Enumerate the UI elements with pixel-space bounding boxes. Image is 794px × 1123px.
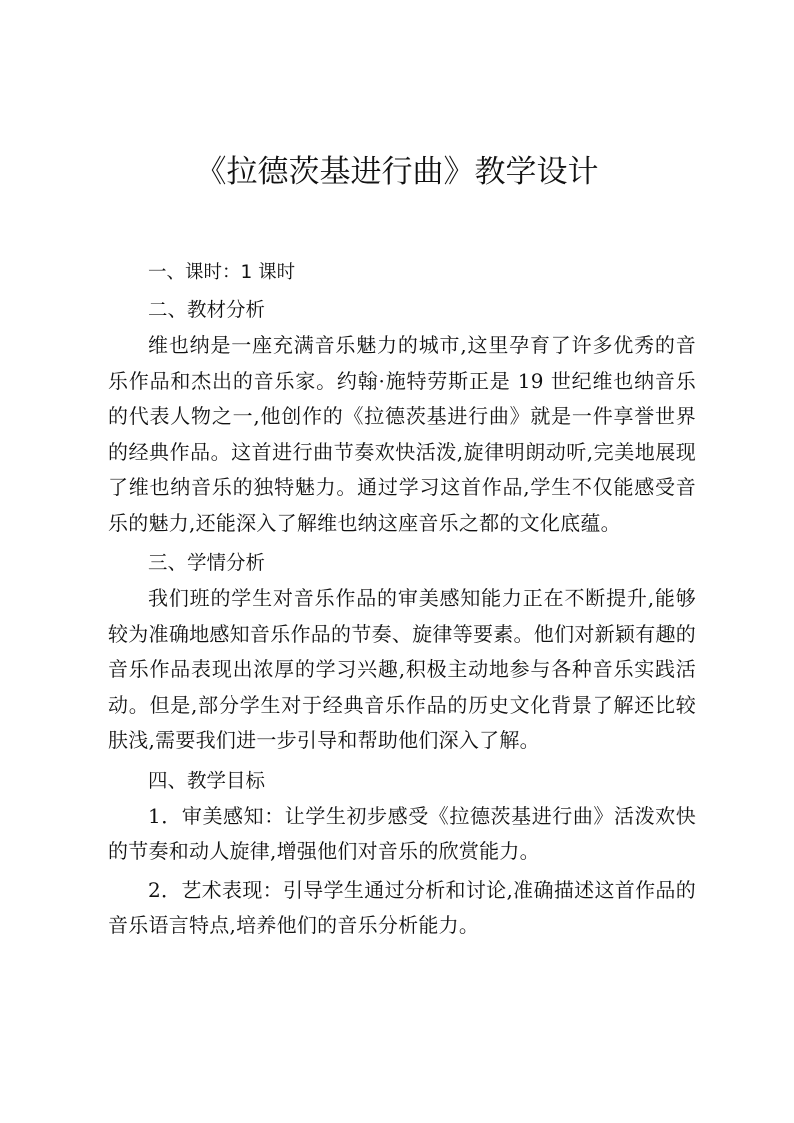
objective-item-aesthetic: 1．审美感知：让学生初步感受《拉德茨基进行曲》活泼欢快的节奏和动人旋律,增强他们对音乐的欣赏能力。 xyxy=(108,803,696,863)
section-heading-objectives: 四、教学目标 xyxy=(148,768,266,792)
section-heading-students: 三、学情分析 xyxy=(148,551,266,574)
document-title: 《拉德茨基进行曲》教学设计 xyxy=(195,154,599,190)
document-body xyxy=(108,254,696,947)
student-analysis-paragraph: 我们班的学生对音乐作品的审美感知能力正在不断提升,能够较为准确地感知音乐作品的节奏、旋律等要素。他们对新颖有趣的音乐作品表现出浓厚的学习兴趣,积极主动地参与各种音乐实践活动。但是,部分学生对于经典音乐作品的历史文化背景了解还比较肤浅,需要我们进一步引导和帮助他们深入了解。 xyxy=(108,586,696,752)
section-heading-materials: 二、教材分析 xyxy=(148,298,266,321)
materials-analysis-paragraph: 维也纳是一座充满音乐魅力的城市,这里孕育了许多优秀的音乐作品和杰出的音乐家。约翰·施特劳斯正是 19 世纪维也纳音乐的代表人物之一,他创作的《拉德茨基进行曲》就是一件享誉世界的经典作品。这首进行曲节奏欢快活泼,旋律明朗动听,完美地展现了维也纳音乐的独特魅力。通过学习这首作品,学生不仅能感受音乐的魅力,还能深入了解维也纳这座音乐之都的文化底蕴。 xyxy=(108,333,696,535)
class-hours-line: 一、课时：1 课时 xyxy=(148,262,296,283)
objective-item-artistic: 2．艺术表现：引导学生通过分析和讨论,准确描述这首作品的音乐语言特点,培养他们的音乐分析能力。 xyxy=(108,877,696,937)
